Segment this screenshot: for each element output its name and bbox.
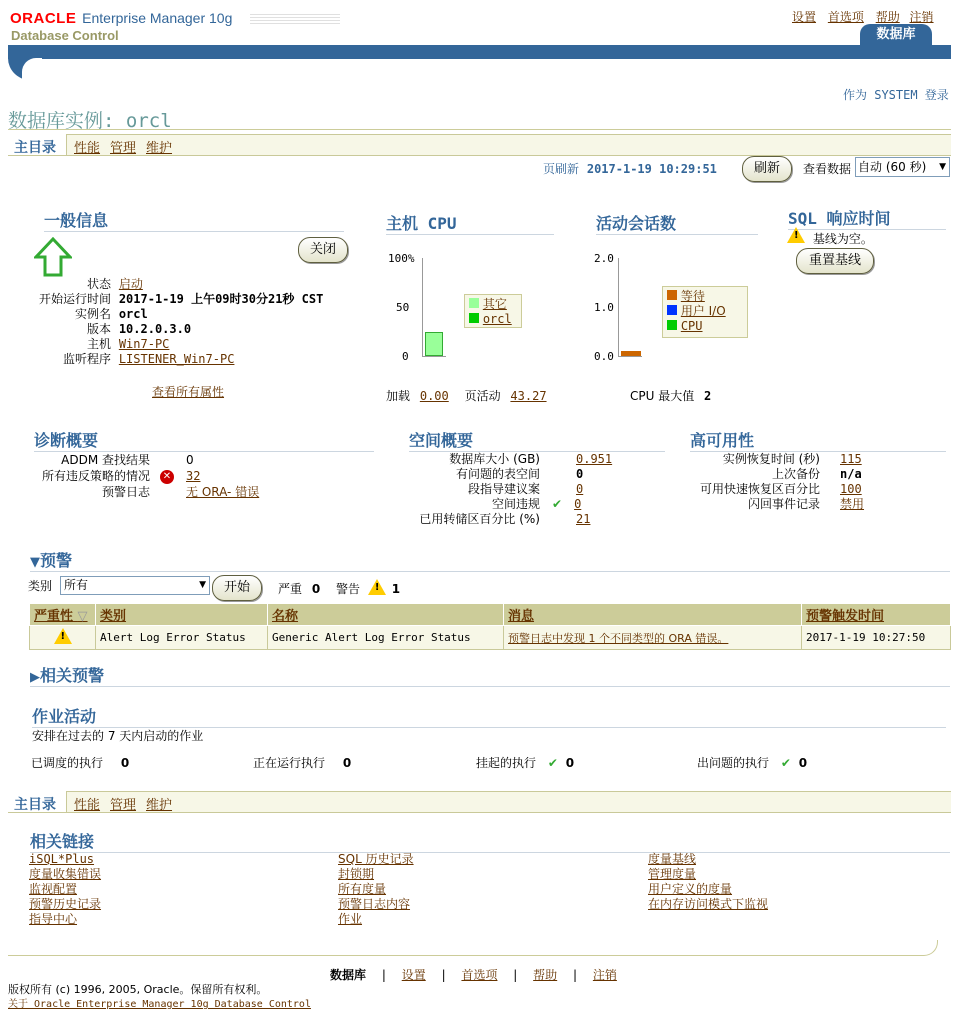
subtab-performance[interactable]: 性能: [74, 141, 101, 156]
general-row-instance: [20, 307, 323, 322]
sess-x-axis: [618, 356, 642, 357]
link-metric-baselines[interactable]: 度量基线: [648, 852, 697, 866]
alertlog-value[interactable]: 无 ORA- 错误: [186, 485, 260, 499]
legend-orcl-label[interactable]: orcl: [482, 312, 512, 326]
diagnostic-title: 诊断概要: [34, 428, 374, 452]
dbsize-row: [400, 452, 612, 467]
alerts-title-text: 预警: [40, 551, 73, 570]
link-manage-metrics[interactable]: 管理度量: [648, 867, 697, 881]
sess-tick-0: 0.0: [594, 350, 614, 363]
last-backup-row: [682, 467, 864, 482]
policy-value[interactable]: 32: [186, 469, 201, 483]
login-info: 作为 SYSTEM 登录: [843, 88, 949, 102]
segment-advisor-label: 段指导建议案: [467, 482, 540, 496]
general-title: 一般信息: [44, 208, 344, 232]
oracle-wordmark: ORACLE: [10, 10, 77, 27]
cpu-x-axis: [422, 356, 446, 357]
header-stripes: [250, 14, 340, 26]
checkmark-icon: ✔: [552, 497, 563, 511]
message-cell[interactable]: 预警日志中发现 1 个不同类型的 ORA 错误。: [504, 626, 802, 650]
footer-sep: |: [573, 968, 578, 982]
subtab-bar-bottom: [8, 791, 951, 813]
baseline-note: 基线为空。: [812, 232, 873, 246]
cpu-max-value: 2: [704, 389, 712, 403]
global-link-logout[interactable]: 注销: [909, 10, 934, 24]
addm-label: ADDM 查找结果: [61, 453, 150, 467]
subtab-administration[interactable]: 管理: [110, 141, 137, 156]
problem-ts-row: [400, 467, 612, 482]
host-cpu-title: 主机 CPU: [386, 211, 554, 235]
sql-response-note: [787, 227, 873, 247]
general-row-listener: [20, 352, 323, 367]
legend-other: [469, 297, 517, 312]
addm-row: [20, 452, 259, 468]
warning-count: 1: [391, 582, 401, 596]
link-blackouts[interactable]: 封锁期: [338, 867, 375, 881]
link-monitor-config[interactable]: 监视配置: [29, 882, 78, 896]
refresh-button[interactable]: 刷新: [742, 156, 792, 182]
category-select[interactable]: [60, 576, 210, 595]
load-label: 加载: [386, 389, 411, 403]
last-backup-value: n/a: [840, 467, 862, 481]
product-subtitle: Database Control: [11, 28, 119, 43]
host-cpu-chart: [386, 250, 536, 365]
em-title: Enterprise Manager 10g: [82, 10, 233, 26]
legend-userio: [667, 304, 743, 319]
recovery-time-value[interactable]: 115: [840, 452, 862, 466]
header-swoosh-inner: [22, 58, 42, 80]
status-value[interactable]: 启动: [118, 277, 143, 291]
related-links-col1: [29, 852, 101, 927]
col-severity[interactable]: [30, 604, 96, 626]
warning-icon: !: [54, 628, 72, 644]
col-name[interactable]: 名称: [268, 604, 504, 626]
related-links-title: 相关链接: [30, 829, 950, 853]
sessions-chart: [592, 250, 752, 365]
cpu-max: [630, 387, 711, 404]
table-row: [30, 626, 951, 650]
view-data-value: 自动 (60 秒): [858, 160, 927, 174]
segment-advisor-row: [400, 482, 612, 497]
category-cell: Alert Log Error Status: [96, 626, 268, 650]
starttime-value: 2017-1-19 上午09时30分21秒 CST: [118, 292, 324, 306]
global-links: [792, 8, 934, 25]
reset-baseline-button[interactable]: 重置基线: [796, 248, 874, 274]
footer-link-logout[interactable]: 注销: [592, 968, 617, 982]
version-value: 10.2.0.3.0: [118, 322, 192, 336]
title-rule: [8, 129, 951, 130]
link-memory-access-monitor[interactable]: 在内存访问模式下监视: [648, 897, 769, 911]
up-arrow-icon: [34, 237, 72, 280]
general-row-host: [20, 337, 323, 352]
problem-ts-label: 有问题的表空间: [455, 467, 540, 481]
category-label: 类别: [28, 579, 53, 593]
tab-database[interactable]: [860, 24, 932, 46]
flash-recovery-label: 可用快速恢复区百分比: [699, 482, 820, 496]
sort-icon: ▽: [77, 609, 88, 624]
legend-other-label[interactable]: 其它: [482, 297, 507, 311]
col-time[interactable]: 预警触发时间: [802, 604, 951, 626]
instance-label: 实例名: [74, 307, 111, 321]
go-button[interactable]: 开始: [212, 575, 262, 601]
version-label: 版本: [86, 322, 111, 336]
sess-y-axis: [618, 258, 619, 356]
jobs-suspended-label: 挂起的执行: [476, 756, 537, 770]
flashback-row: [682, 497, 864, 512]
about-link[interactable]: 关于 Oracle Enterprise Manager 10g Database Control: [8, 999, 311, 1010]
footer-link-preferences[interactable]: 首选项: [461, 968, 498, 982]
flashback-value[interactable]: 禁用: [840, 497, 865, 511]
listener-label: 监听程序: [62, 352, 111, 366]
legend-wait: [667, 289, 743, 304]
cpu-y-axis: [422, 258, 423, 356]
subtab-bar-fill: [66, 791, 951, 812]
dump-label: 已用转储区百分比 (%): [419, 512, 540, 526]
severity-cell: [30, 626, 96, 650]
link-alert-history[interactable]: 预警历史记录: [29, 897, 102, 911]
col-category[interactable]: 类别: [96, 604, 268, 626]
footer-sep: |: [513, 968, 518, 982]
cpu-tick-100: 100%: [388, 252, 415, 265]
paging-label: 页活动: [464, 389, 501, 403]
sess-bar-wait: [621, 351, 641, 356]
legend-cpu-swatch: [667, 320, 677, 330]
link-sql-history[interactable]: SQL 历史记录: [338, 852, 414, 866]
refresh-info: [543, 160, 717, 177]
cpu-tick-0: 0: [402, 350, 409, 363]
ha-title: 高可用性: [690, 428, 946, 452]
flash-recovery-value[interactable]: 100: [840, 482, 862, 496]
listener-value[interactable]: LISTENER_Win7-PC: [118, 352, 235, 366]
link-advisor-central[interactable]: 指导中心: [29, 912, 78, 926]
sess-legend: [662, 286, 748, 338]
space-violation-row: [400, 497, 612, 512]
global-link-settings[interactable]: 设置: [792, 10, 817, 24]
footer-link-help[interactable]: 帮助: [533, 968, 558, 982]
instance-value: orcl: [118, 307, 148, 321]
critical-label: 严重: [278, 582, 303, 596]
host-value[interactable]: Win7-PC: [118, 337, 170, 351]
legend-other-swatch: [469, 298, 479, 308]
starttime-label: 开始运行时间: [38, 292, 111, 306]
warning-label: 警告: [336, 582, 361, 596]
checkmark-icon: ✔: [780, 756, 791, 770]
footer-rule: [8, 940, 938, 956]
footer-sep: |: [381, 968, 386, 982]
space-title: 空间概要: [409, 428, 665, 452]
subtab-bar-fill: [66, 134, 951, 155]
subtab-maintenance[interactable]: 维护: [146, 798, 173, 813]
jobs-running-label: 正在运行执行: [253, 756, 326, 770]
jobs-running: [253, 754, 351, 771]
footer-sep: |: [441, 968, 446, 982]
link-user-defined-metrics[interactable]: 用户定义的度量: [648, 882, 733, 896]
link-isqlplus[interactable]: iSQL*Plus: [29, 852, 95, 866]
load-value[interactable]: 0.00: [419, 389, 449, 403]
legend-wait-swatch: [667, 290, 677, 300]
view-data-label: 查看数据: [803, 162, 852, 176]
warning-icon: !: [787, 227, 805, 243]
legend-orcl: [469, 312, 517, 327]
cpu-legend: [464, 294, 522, 328]
paging-value[interactable]: 43.27: [510, 389, 547, 403]
host-cpu-stats: [386, 387, 547, 404]
col-message[interactable]: 消息: [504, 604, 802, 626]
addm-value: 0: [186, 453, 194, 467]
page-title: 数据库实例: orcl: [8, 110, 172, 132]
header-bar: [8, 45, 951, 59]
oracle-logo: [10, 10, 232, 27]
general-info-list: [20, 277, 323, 367]
recovery-time-row: [682, 452, 864, 467]
close-button[interactable]: 关闭: [298, 237, 348, 263]
jobs-suspended-value: 0: [565, 756, 575, 770]
problem-ts-value: 0: [576, 467, 584, 481]
jobs-scheduled-label: 已调度的执行: [31, 756, 104, 770]
dbsize-label: 数据库大小 (GB): [449, 452, 540, 466]
jobs-problem: [697, 754, 807, 771]
critical-count: 0: [311, 582, 321, 596]
jobs-problem-value: 0: [798, 756, 808, 770]
sessions-title: 活动会话数: [596, 211, 758, 235]
footer-link-database[interactable]: 数据库: [330, 968, 367, 982]
jobs-subtitle: 安排在过去的 7 天内启动的作业: [32, 729, 204, 743]
col-severity-label: 严重性: [34, 609, 74, 624]
subtab-bar-top: [8, 134, 951, 156]
space-violation-value[interactable]: 0: [574, 497, 582, 511]
error-icon: ✕: [160, 470, 174, 484]
general-row-status: [20, 277, 323, 292]
alerts-title[interactable]: [30, 548, 950, 572]
subtab-performance[interactable]: 性能: [74, 798, 101, 813]
general-row-starttime: [20, 292, 323, 307]
expand-icon: ▶: [30, 670, 40, 685]
host-label: 主机: [86, 337, 111, 351]
flashback-label: 闪回事件记录: [747, 497, 820, 511]
general-row-version: [20, 322, 323, 337]
dbsize-value[interactable]: 0.951: [576, 452, 613, 466]
flash-recovery-row: [682, 482, 864, 497]
related-alerts-title[interactable]: [30, 663, 950, 687]
sess-tick-2: 2.0: [594, 252, 614, 265]
legend-cpu: [667, 319, 743, 334]
space-violation-label: 空间违规: [491, 497, 540, 511]
jobs-suspended: [476, 754, 574, 771]
legend-cpu-label[interactable]: CPU: [680, 319, 703, 333]
warning-icon: !: [368, 579, 386, 595]
sql-response-title: SQL 响应时间: [788, 206, 946, 230]
alerts-filter: [28, 577, 52, 594]
jobs-scheduled-value: 0: [120, 756, 130, 770]
related-alerts-title-text: 相关预警: [40, 666, 105, 685]
legend-userio-swatch: [667, 305, 677, 315]
refresh-time: 2017-1-19 10:29:51: [586, 162, 717, 176]
policy-row: [20, 468, 259, 484]
legend-wait-label[interactable]: 等待: [680, 289, 705, 303]
view-all-properties-link[interactable]: 查看所有属性: [152, 385, 225, 399]
legend-userio-label[interactable]: 用户 I/O: [680, 304, 726, 318]
jobs-title: 作业活动: [32, 704, 946, 728]
space-list: [400, 452, 612, 527]
cpu-max-label: CPU 最大值: [630, 389, 695, 403]
jobs-problem-label: 出问题的执行: [697, 756, 770, 770]
policy-label: 所有违反策略的情况: [41, 469, 150, 483]
copyright: 版权所有 (c) 1996, 2005, Oracle。保留所有权利。: [8, 983, 268, 996]
related-links-col2: [338, 852, 414, 927]
dump-value[interactable]: 21: [576, 512, 591, 526]
name-cell: Generic Alert Log Error Status: [268, 626, 504, 650]
alerts-table: [29, 603, 951, 650]
time-cell: 2017-1-19 10:27:50: [802, 626, 951, 650]
footer-link-settings[interactable]: 设置: [401, 968, 426, 982]
subtab-home[interactable]: 主目录: [14, 140, 56, 156]
legend-orcl-swatch: [469, 313, 479, 323]
alert-counts: [278, 579, 400, 597]
recovery-time-label: 实例恢复时间 (秒): [722, 452, 820, 466]
segment-advisor-value[interactable]: 0: [576, 482, 584, 496]
global-link-preferences[interactable]: 首选项: [827, 10, 864, 24]
link-alert-log-contents[interactable]: 预警日志内容: [338, 897, 411, 911]
alertlog-row: [20, 484, 259, 500]
tab-database-label: 数据库: [876, 27, 916, 42]
link-jobs[interactable]: 作业: [338, 912, 363, 926]
ha-list: [682, 452, 864, 512]
alertlog-label: 预警日志: [101, 485, 150, 499]
link-metric-errors[interactable]: 度量收集错误: [29, 867, 102, 881]
footer-links: [330, 966, 617, 983]
link-all-metrics[interactable]: 所有度量: [338, 882, 387, 896]
category-value: 所有: [64, 578, 89, 592]
sess-tick-1: 1.0: [594, 301, 614, 314]
subtab-maintenance[interactable]: 维护: [146, 141, 173, 156]
cpu-tick-50: 50: [396, 301, 410, 314]
jobs-scheduled: [31, 754, 129, 771]
collapse-icon: ▼: [30, 555, 40, 570]
chevron-down-icon: ▼: [199, 580, 206, 590]
cpu-bar-orcl: [425, 332, 443, 357]
subtab-home[interactable]: 主目录: [14, 797, 56, 813]
subtab-administration[interactable]: 管理: [110, 798, 137, 813]
checkmark-icon: ✔: [547, 756, 558, 770]
last-backup-label: 上次备份: [771, 467, 820, 481]
dump-row: [400, 512, 612, 527]
jobs-running-value: 0: [342, 756, 352, 770]
status-label: 状态: [86, 277, 111, 291]
diagnostic-list: [20, 452, 259, 500]
refresh-label: 页刷新: [543, 162, 580, 176]
view-data-select[interactable]: [855, 157, 950, 177]
chevron-down-icon: ▼: [939, 162, 946, 172]
alerts-header-row: [30, 604, 951, 626]
global-link-help[interactable]: 帮助: [875, 10, 900, 24]
related-links-col3: [648, 852, 768, 912]
